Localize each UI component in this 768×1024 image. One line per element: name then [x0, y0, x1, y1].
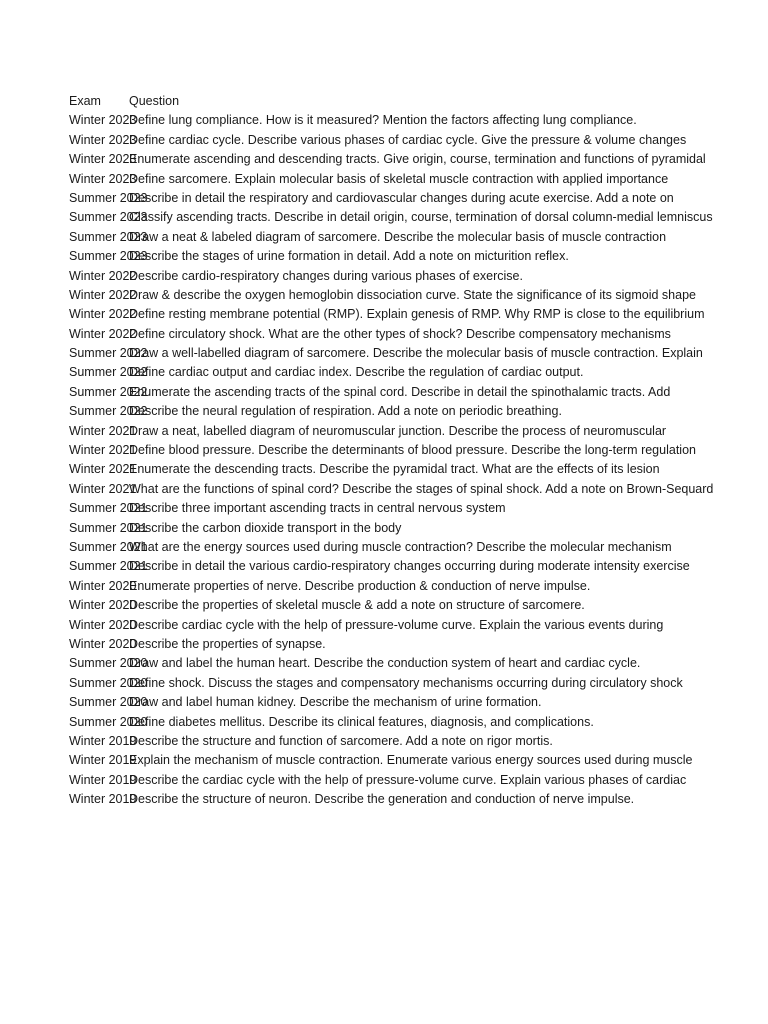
question-cell[interactable]: Describe cardio-respiratory changes during various phases of exercise.	[129, 268, 523, 283]
exam-cell[interactable]: Summer 2021	[69, 520, 148, 535]
exam-cell[interactable]: Summer 2021	[69, 501, 148, 516]
exam-cell[interactable]: Summer 2021	[69, 559, 148, 574]
table-row	[69, 305, 705, 324]
table-row	[69, 519, 673, 538]
exam-cell[interactable]: Winter 2020	[69, 578, 137, 593]
table-row	[69, 538, 673, 557]
question-cell[interactable]: Draw a neat, labelled diagram of neuromuscular junction. Describe the process of neuromuscular	[129, 423, 667, 438]
question-cell[interactable]: Describe the structure of neuron. Describe the generation and conduction of nerve impulse.	[129, 792, 635, 807]
exam-cell[interactable]: Winter 2023	[69, 113, 137, 128]
question-cell[interactable]: Enumerate properties of nerve. Describe production & conduction of nerve impulse.	[129, 578, 591, 593]
question-cell[interactable]: Define blood pressure. Describe the determinants of blood pressure. Describe the long-term regulation	[129, 443, 696, 458]
exam-cell[interactable]: Winter 2021	[69, 423, 137, 438]
table-row	[69, 441, 696, 460]
question-cell[interactable]: Define resting membrane potential (RMP). Explain genesis of RMP. Why RMP is close to the equilibrium	[129, 307, 705, 322]
question-cell[interactable]: Enumerate the descending tracts. Describe the pyramidal tract. What are the effects of its lesion	[129, 462, 660, 477]
table-row	[69, 228, 673, 247]
exam-cell[interactable]: Summer 2020	[69, 714, 148, 729]
question-cell[interactable]: Draw a well-labelled diagram of sarcomere. Describe the molecular basis of muscle contraction. Explain	[129, 346, 703, 361]
question-cell[interactable]: Describe the properties of skeletal muscle & add a note on structure of sarcomere.	[129, 598, 585, 613]
table-row	[69, 363, 673, 382]
exam-cell[interactable]: Winter 2023	[69, 132, 137, 147]
table-row	[69, 713, 673, 732]
table-row	[69, 422, 673, 441]
question-cell[interactable]: Describe the carbon dioxide transport in the body	[129, 520, 402, 535]
table-row	[69, 208, 713, 227]
table-row	[69, 596, 673, 615]
table-row	[69, 170, 673, 189]
exam-cell[interactable]: Winter 2019	[69, 733, 137, 748]
table-row	[69, 189, 673, 208]
question-cell[interactable]: Define cardiac output and cardiac index. Describe the regulation of cardiac output.	[129, 365, 584, 380]
question-cell[interactable]: Describe in detail the respiratory and cardiovascular changes during acute exercise. Add a note on	[129, 190, 674, 205]
exam-cell[interactable]: Summer 2020	[69, 656, 148, 671]
table-row	[69, 771, 687, 790]
exam-cell[interactable]: Winter 2020	[69, 598, 137, 613]
table-row	[69, 635, 673, 654]
table-row	[69, 286, 696, 305]
question-cell[interactable]: Explain the mechanism of muscle contraction. Enumerate various energy sources used during muscle	[129, 753, 693, 768]
exam-cell[interactable]: Summer 2023	[69, 229, 148, 244]
exam-cell[interactable]: Summer 2020	[69, 675, 148, 690]
question-cell[interactable]: Define shock. Discuss the stages and compensatory mechanisms occurring during circulatory shock	[129, 675, 683, 690]
question-cell[interactable]: Describe cardiac cycle with the help of pressure-volume curve. Explain the various events during	[129, 617, 664, 632]
exam-cell[interactable]: Winter 2023	[69, 152, 137, 167]
table-row	[69, 402, 673, 421]
exam-cell[interactable]: Winter 2022	[69, 268, 137, 283]
table-row	[69, 732, 673, 751]
table-row	[69, 460, 673, 479]
exam-cell[interactable]: Summer 2022	[69, 346, 148, 361]
exam-cell[interactable]: Summer 2023	[69, 190, 148, 205]
question-cell[interactable]: Draw and label human kidney. Describe the mechanism of urine formation.	[129, 695, 542, 710]
exam-cell[interactable]: Winter 2022	[69, 307, 137, 322]
question-cell[interactable]: What are the functions of spinal cord? Describe the stages of spinal shock. Add a note on Brown-Sequard	[129, 481, 714, 496]
header-exam[interactable]: Exam	[69, 94, 101, 108]
table-row	[69, 344, 703, 363]
question-cell[interactable]: Describe the structure and function of sarcomere. Add a note on rigor mortis.	[129, 733, 553, 748]
exam-cell[interactable]: Winter 2022	[69, 287, 137, 302]
table-row	[69, 499, 673, 518]
spreadsheet-table	[69, 92, 714, 809]
question-cell[interactable]: Draw & describe the oxygen hemoglobin dissociation curve. State the significance of its sigmoid shape	[129, 287, 696, 302]
exam-cell[interactable]: Winter 2021	[69, 481, 137, 496]
table-row	[69, 616, 673, 635]
question-cell[interactable]: Describe the neural regulation of respiration. Add a note on periodic breathing.	[129, 404, 562, 419]
table-row	[69, 480, 714, 499]
question-cell[interactable]: Define circulatory shock. What are the other types of shock? Describe compensatory mechanisms	[129, 326, 671, 341]
question-cell[interactable]: Define diabetes mellitus. Describe its clinical features, diagnosis, and complications.	[129, 714, 594, 729]
table-row	[69, 325, 673, 344]
exam-cell[interactable]: Winter 2020	[69, 617, 137, 632]
table-row	[69, 674, 683, 693]
table-row	[69, 751, 693, 770]
exam-cell[interactable]: Winter 2020	[69, 636, 137, 651]
exam-cell[interactable]: Winter 2023	[69, 171, 137, 186]
exam-cell[interactable]: Winter 2021	[69, 443, 137, 458]
table-row	[69, 557, 690, 576]
header-row	[69, 92, 673, 111]
question-cell[interactable]: Describe the properties of synapse.	[129, 636, 326, 651]
table-row	[69, 790, 673, 809]
exam-cell[interactable]: Summer 2021	[69, 539, 148, 554]
question-cell[interactable]: What are the energy sources used during muscle contraction? Describe the molecular mechanism	[129, 539, 672, 554]
question-cell[interactable]: Define cardiac cycle. Describe various phases of cardiac cycle. Give the pressure & volume changes	[129, 132, 687, 147]
table-row	[69, 383, 673, 402]
question-cell[interactable]: Describe the stages of urine formation in detail. Add a note on micturition reflex.	[129, 249, 569, 264]
exam-cell[interactable]: Summer 2023	[69, 249, 148, 264]
header-question[interactable]: Question	[129, 94, 180, 108]
exam-cell[interactable]: Winter 2021	[69, 462, 137, 477]
table-body	[69, 111, 714, 809]
exam-cell[interactable]: Summer 2020	[69, 695, 148, 710]
exam-cell[interactable]: Winter 2019	[69, 772, 137, 787]
question-cell[interactable]: Describe three important ascending tracts in central nervous system	[129, 501, 506, 516]
exam-cell[interactable]: Summer 2022	[69, 365, 148, 380]
table-row	[69, 267, 673, 286]
question-cell[interactable]: Draw and label the human heart. Describe the conduction system of heart and cardiac cycle.	[129, 656, 641, 671]
table-row	[69, 693, 673, 712]
table-row	[69, 247, 673, 266]
exam-cell[interactable]: Winter 2019	[69, 753, 137, 768]
table-row	[69, 577, 673, 596]
question-cell[interactable]: Describe the cardiac cycle with the help of pressure-volume curve. Explain various phases of cardiac	[129, 772, 687, 787]
exam-cell[interactable]: Winter 2022	[69, 326, 137, 341]
question-cell[interactable]: Enumerate the ascending tracts of the spinal cord. Describe in detail the spinothalamic tracts. Add	[129, 384, 671, 399]
question-cell[interactable]: Enumerate ascending and descending tracts. Give origin, course, termination and functions of pyramidal	[129, 152, 706, 167]
question-cell[interactable]: Classify ascending tracts. Describe in detail origin, course, termination of dorsal column-medial lemniscus	[129, 210, 713, 225]
table-row	[69, 654, 673, 673]
exam-cell[interactable]: Summer 2022	[69, 404, 148, 419]
question-cell[interactable]: Define lung compliance. How is it measured? Mention the factors affecting lung compliance.	[129, 113, 637, 128]
question-cell[interactable]: Draw a neat & labeled diagram of sarcomere. Describe the molecular basis of muscle contraction	[129, 229, 667, 244]
table-row	[69, 150, 706, 169]
exam-cell[interactable]: Winter 2019	[69, 792, 137, 807]
question-cell[interactable]: Define sarcomere. Explain molecular basis of skeletal muscle contraction with applied importance	[129, 171, 669, 186]
table-row	[69, 131, 687, 150]
table-row	[69, 111, 673, 130]
question-cell[interactable]: Describe in detail the various cardio-respiratory changes occurring during moderate intensity exercise	[129, 559, 690, 574]
exam-cell[interactable]: Summer 2022	[69, 384, 148, 399]
exam-cell[interactable]: Summer 2023	[69, 210, 148, 225]
